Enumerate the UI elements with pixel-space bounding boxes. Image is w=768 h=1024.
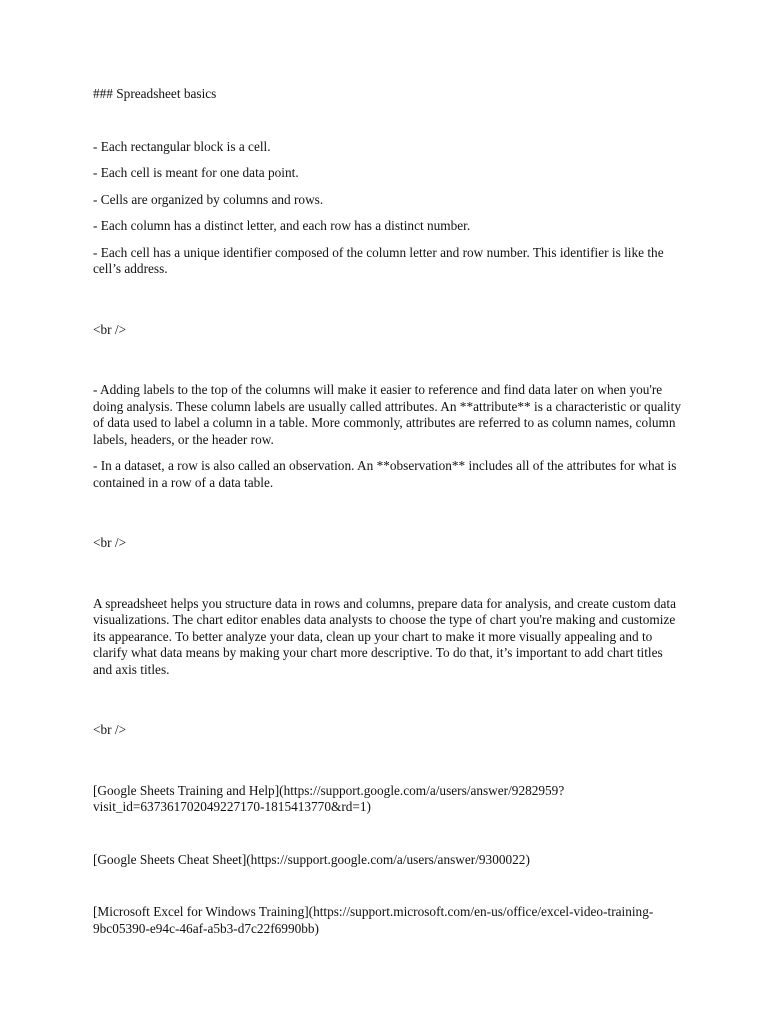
bullet-attributes: - Adding labels to the top of the columns will make it easier to reference and find data later on when you're doing analysis. These column labels are usually called attributes. An **attribute** is a characteristic or quality of data used to label a column in a table. More commonly, attributes are referred to as column names, column labels, headers, or the header row. (93, 382, 681, 447)
bullet-cell-definition: - Each rectangular block is a cell. (93, 138, 271, 154)
document-page (93, 86, 683, 973)
br-tag-2: <br /> (93, 535, 127, 550)
link-excel-windows-training[interactable]: [Microsoft Excel for Windows Training](https://support.microsoft.com/en-us/office/excel-video-training-9bc05390-e94c-46af-a5b3-d7c22f6990bb) (93, 904, 654, 936)
br-tag-3: <br /> (93, 722, 127, 737)
bullet-one-data-point: - Each cell is meant for one data point. (93, 165, 299, 180)
section-heading: ### Spreadsheet basics (93, 86, 217, 101)
bullet-letter-number: - Each column has a distinct letter, and each row has a distinct number. (93, 218, 471, 233)
br-tag-1: <br /> (93, 321, 127, 337)
link-google-sheets-training[interactable]: [Google Sheets Training and Help](https://support.google.com/a/users/answer/9282959?visit_id=637361702049227170-1815413770&rd=1) (93, 782, 565, 814)
bullet-cell-address: - Each cell has a unique identifier composed of the column letter and row number. This identifier is like the cell’s address. (93, 244, 664, 276)
bullet-columns-rows: - Cells are organized by columns and rows. (93, 191, 324, 207)
link-google-sheets-cheat-sheet[interactable]: [Google Sheets Cheat Sheet](https://support.google.com/a/users/answer/9300022) (93, 851, 530, 867)
spreadsheet-paragraph: A spreadsheet helps you structure data in rows and columns, prepare data for analysis, and create custom data visualizations. The chart editor enables data analysts to choose the type of chart you're making and customize its appearance. To better analyze your data, clean up your chart to make it more visually appealing and to clarify what data means by making your chart more descriptive. To do that, it’s important to add chart titles and axis titles. (93, 595, 677, 677)
bullet-observation: - In a dataset, a row is also called an observation. An **observation** includes all of the attributes for what is contained in a row of a data table. (93, 458, 677, 490)
